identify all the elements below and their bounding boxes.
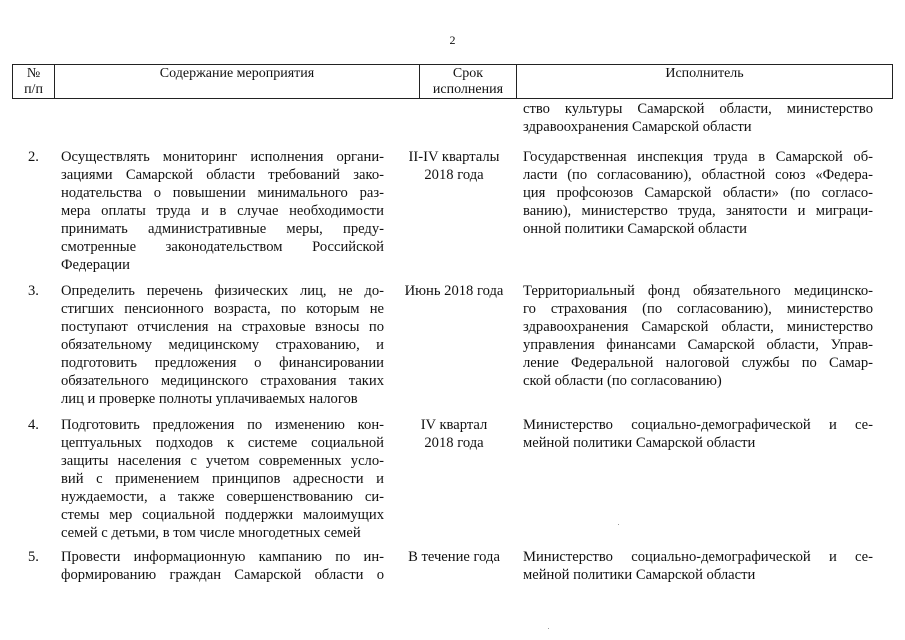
content-line: нодательства о повышении минимального раз- (61, 185, 384, 201)
row-number: 2. (28, 149, 39, 165)
content-line: обязательному медицинскому страхованию, и (61, 337, 384, 353)
executor-line: ция профсоюзов Самарской области» (по согласо- (523, 185, 873, 201)
header-executor-label: Исполнитель (665, 66, 744, 81)
executor-line: ванию), министерство труда, занятости и миграци- (523, 203, 873, 219)
content-line: стемы мер социальной поддержки малоимущих (61, 507, 384, 523)
term-line: 2018 года (424, 435, 484, 451)
header-cell-number (13, 65, 55, 99)
row-content (61, 282, 384, 408)
page-number: 2 (449, 33, 456, 47)
executor-line: мейной политики Самарской области (523, 435, 756, 451)
executor-line: здравоохранения Самарской области, министерство (523, 319, 873, 335)
row-executor (523, 148, 873, 238)
header-number-symbol: № (26, 66, 41, 81)
content-line: зациями Самарской области требований зако- (61, 167, 384, 183)
table-header (12, 64, 893, 99)
term-line: 2018 года (424, 167, 484, 183)
executor-line: Министерство социально-демографической и се- (523, 417, 873, 433)
row-content (61, 416, 384, 542)
content-line: семей с детьми, в том числе многодетных семей (61, 525, 361, 541)
executor-line: управления финансами Самарской области, Управ- (523, 337, 873, 353)
scan-speck (618, 524, 619, 525)
executor-line: ство культуры Самарской области, министерство (523, 101, 873, 117)
content-line: обязательного медицинского страхования таких (61, 373, 384, 389)
continuation-executor (523, 100, 873, 136)
content-line: смотренные законодательством Российской (61, 239, 384, 255)
row-number: 4. (28, 417, 39, 433)
row-term (395, 282, 513, 300)
row-term (395, 148, 513, 184)
term-line: Июнь 2018 года (404, 283, 504, 299)
executor-line: ление Федеральной налоговой службы по Самар- (523, 355, 873, 371)
scan-speck (548, 628, 549, 629)
content-line: Осуществлять мониторинг исполнения органи- (61, 149, 384, 165)
header-cell-content (55, 65, 420, 99)
header-term-label-line1: Срок (452, 66, 484, 81)
executor-line: го страхования (по согласованию), министерство (523, 301, 873, 317)
term-line: IV квартал (420, 417, 488, 433)
header-row (13, 65, 893, 99)
content-line: подготовить предложения о финансировании (61, 355, 384, 371)
row-term (395, 548, 513, 566)
header-term-label-line2: исполнения (432, 82, 504, 97)
row-executor (523, 282, 873, 390)
content-line: принимать административные меры, преду- (61, 221, 384, 237)
content-line: мера оплаты труда и в случае необходимости (61, 203, 384, 219)
content-line: лиц и проверке полноты уплачиваемых налогов (61, 391, 358, 407)
row-content (61, 148, 384, 274)
executor-line: Государственная инспекция труда в Самарской об- (523, 149, 873, 165)
content-line: Подготовить предложения по изменению кон- (61, 417, 384, 433)
content-line: вий с применением принципов адресности и (61, 471, 384, 487)
content-line: Определить перечень физических лиц, не до- (61, 283, 384, 299)
term-line: В течение года (408, 549, 500, 565)
content-line: защиты населения с учетом современных усло- (61, 453, 384, 469)
term-line: II-IV кварталы (408, 149, 500, 165)
row-term (395, 416, 513, 452)
row-number: 5. (28, 549, 39, 565)
header-cell-term (420, 65, 517, 99)
content-line: поступают отчисления на страховые взносы по (61, 319, 384, 335)
content-line: Провести информационную кампанию по ин- (61, 549, 384, 565)
executor-line: ской области (по согласованию) (523, 373, 722, 389)
content-line: формированию граждан Самарской области о (61, 567, 384, 583)
header-content-label: Содержание мероприятия (159, 66, 315, 81)
row-number: 3. (28, 283, 39, 299)
executor-line: онной политики Самарской области (523, 221, 747, 237)
executor-line: здравоохранения Самарской области (523, 119, 752, 135)
content-line: цептуальных подходов к системе социальной (61, 435, 384, 451)
executor-line: Министерство социально-демографической и се- (523, 549, 873, 565)
row-executor (523, 416, 873, 452)
row-executor (523, 548, 873, 584)
content-line: нуждаемости, а также совершенствованию си- (61, 489, 384, 505)
row-content (61, 548, 384, 584)
content-line: Федерации (61, 257, 130, 273)
header-number-abbr: п/п (24, 82, 43, 97)
header-cell-executor (517, 65, 893, 99)
executor-line: ласти (по согласованию), областной союз «Федера- (523, 167, 873, 183)
executor-line: мейной политики Самарской области (523, 567, 756, 583)
executor-line: Территориальный фонд обязательного медицинско- (523, 283, 873, 299)
content-line: стигших пенсионного возраста, по которым не (61, 301, 384, 317)
